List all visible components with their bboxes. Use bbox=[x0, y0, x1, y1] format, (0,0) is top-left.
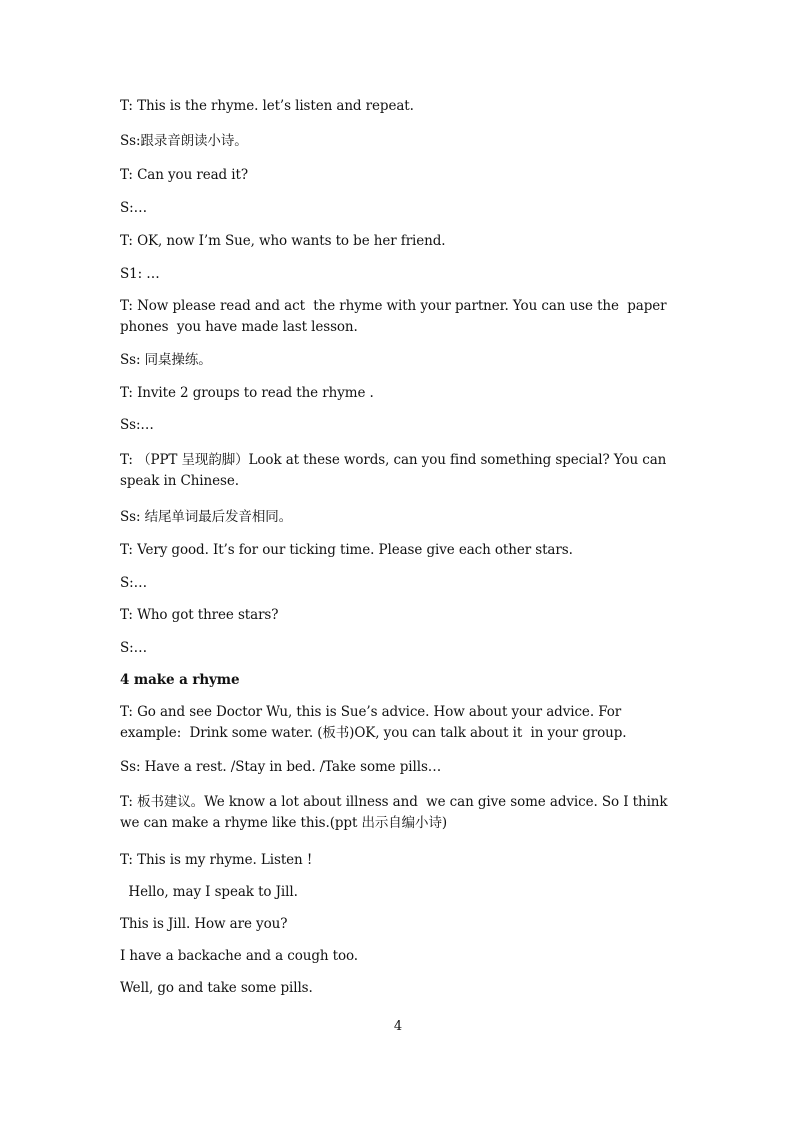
dialogue-line: Ss: 同桌操练。 bbox=[120, 352, 212, 368]
dialogue-line: S1: … bbox=[120, 266, 160, 282]
page-number: 4 bbox=[393, 1019, 403, 1034]
rhyme-line: Hello, may I speak to Jill. bbox=[120, 884, 298, 900]
dialogue-line: T: OK, now I’m Sue, who wants to be her friend. bbox=[120, 233, 446, 249]
dialogue-line: T: Can you read it? bbox=[120, 167, 248, 183]
dialogue-line: S:… bbox=[120, 200, 147, 216]
rhyme-line: Well, go and take some pills. bbox=[120, 980, 313, 996]
rhyme-line: This is Jill. How are you? bbox=[120, 916, 288, 932]
dialogue-line: T: Who got three stars? bbox=[120, 607, 279, 623]
dialogue-line: Ss: Have a rest. /Stay in bed. /Take some pills… bbox=[120, 759, 442, 775]
dialogue-line: T: Very good. It’s for our ticking time. Please give each other stars. bbox=[120, 542, 573, 558]
dialogue-paragraph: T: 板书建议。We know a lot about illness and we can give some advice. So I think we can make a rhyme like this.(ppt 出示自编小诗) bbox=[120, 794, 672, 831]
dialogue-line: T: This is the rhyme. let’s listen and repeat. bbox=[120, 98, 414, 114]
section-heading: 4 make a rhyme bbox=[120, 672, 240, 688]
dialogue-line: Ss:跟录音朗读小诗。 bbox=[120, 133, 248, 149]
dialogue-paragraph: T: Now please read and act the rhyme with your partner. You can use the paper phones you have made last lesson. bbox=[120, 298, 671, 335]
dialogue-line: Ss: 结尾单词最后发音相同。 bbox=[120, 509, 293, 525]
dialogue-line: S:… bbox=[120, 575, 147, 591]
dialogue-line: T: This is my rhyme. Listen ! bbox=[120, 852, 313, 868]
dialogue-line: T: Invite 2 groups to read the rhyme . bbox=[120, 385, 374, 401]
rhyme-line: I have a backache and a cough too. bbox=[120, 948, 358, 964]
dialogue-line: Ss:… bbox=[120, 417, 154, 433]
dialogue-paragraph: T: （PPT 呈现韵脚）Look at these words, can you find something special? You can speak in Chinese. bbox=[120, 452, 671, 489]
dialogue-line: S:… bbox=[120, 640, 147, 656]
dialogue-paragraph: T: Go and see Doctor Wu, this is Sue’s advice. How about your advice. For example: Drink some water. (板书)OK, you can talk about it in your group. bbox=[120, 704, 627, 741]
